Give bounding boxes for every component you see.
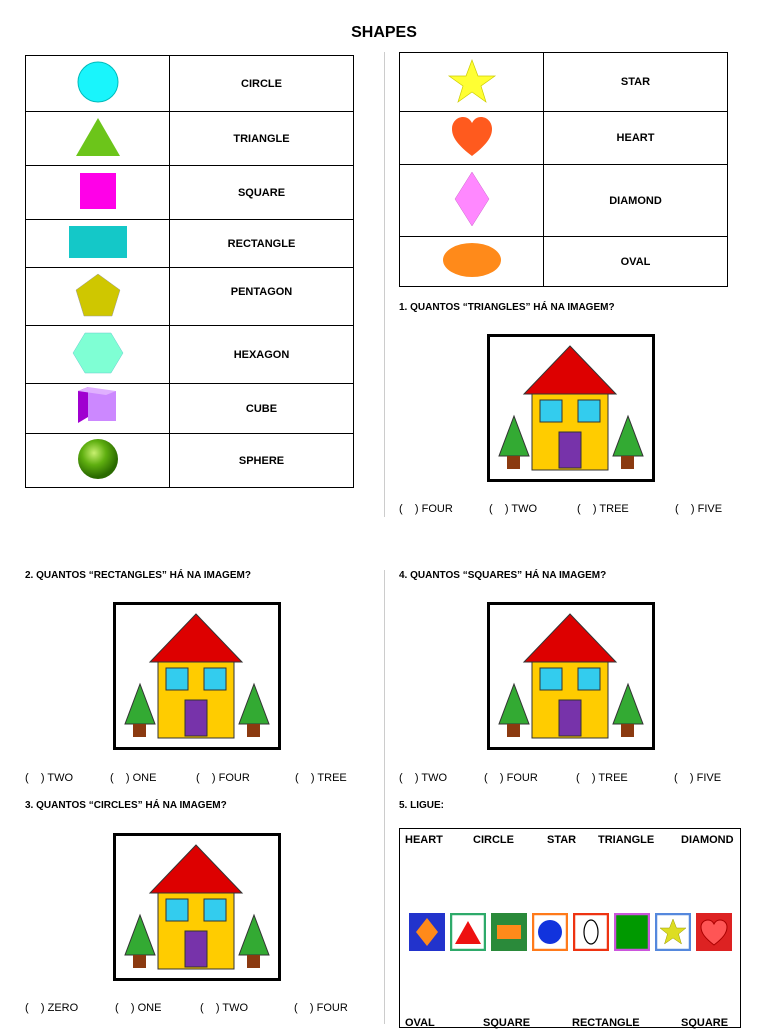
answer-options-4 <box>399 772 721 784</box>
column-divider <box>384 570 385 1024</box>
house-picture-3 <box>113 833 281 981</box>
square-icon <box>26 166 170 220</box>
question-4: 4. QUANTOS “SQUARES” HÁ NA IMAGEM? <box>399 570 607 581</box>
answer-option[interactable]: ( ) FOUR <box>484 772 538 784</box>
house-picture-2 <box>113 602 281 750</box>
diamond-tile[interactable] <box>409 913 445 951</box>
answer-option[interactable]: ( ) TREE <box>576 772 628 784</box>
answer-option[interactable]: ( ) FIVE <box>674 772 722 784</box>
shape-label: HEART <box>544 112 728 165</box>
shape-label: DIAMOND <box>544 165 728 237</box>
pentagon-icon <box>26 268 170 326</box>
answer-options-2 <box>25 772 347 784</box>
house-picture-4 <box>487 602 655 750</box>
shape-label: RECTANGLE <box>170 220 354 268</box>
shapes-table-left <box>25 55 354 488</box>
heart-tile[interactable] <box>696 913 732 951</box>
shape-label: STAR <box>544 53 728 112</box>
column-divider <box>384 52 385 517</box>
rectangle-tile[interactable] <box>491 913 527 951</box>
match-label-top[interactable]: HEART <box>405 834 443 846</box>
match-label-bottom[interactable]: SQUARE <box>681 1017 729 1029</box>
match-label-bottom[interactable]: RECTANGLE <box>572 1017 640 1029</box>
answer-option[interactable]: ( ) TWO <box>489 503 538 515</box>
answer-option[interactable]: ( ) FOUR <box>196 772 250 784</box>
answer-option[interactable]: ( ) TREE <box>295 772 347 784</box>
match-label-bottom[interactable]: OVAL <box>405 1017 435 1029</box>
answer-option[interactable]: ( ) FOUR <box>294 1002 348 1014</box>
shape-label: OVAL <box>544 237 728 287</box>
star-tile[interactable] <box>655 913 691 951</box>
shape-label: TRIANGLE <box>170 112 354 166</box>
star-icon <box>400 53 544 112</box>
square-tile[interactable] <box>614 913 650 951</box>
shape-label: PENTAGON <box>170 268 354 326</box>
sphere-icon <box>26 434 170 488</box>
answer-option[interactable]: ( ) ONE <box>115 1002 162 1014</box>
shape-label: SPHERE <box>170 434 354 488</box>
answer-option[interactable]: ( ) TREE <box>577 503 629 515</box>
answer-options-1 <box>399 503 722 515</box>
circle-icon <box>26 56 170 112</box>
question-3: 3. QUANTOS “CIRCLES” HÁ NA IMAGEM? <box>25 800 227 811</box>
oval-tile[interactable] <box>573 913 609 951</box>
match-label-top[interactable]: DIAMOND <box>681 834 734 846</box>
shape-label: HEXAGON <box>170 326 354 384</box>
answer-option[interactable]: ( ) ZERO <box>25 1002 79 1014</box>
hexagon-icon <box>26 326 170 384</box>
shape-label: CIRCLE <box>170 56 354 112</box>
cube-icon <box>26 384 170 434</box>
question-1: 1. QUANTOS “TRIANGLES” HÁ NA IMAGEM? <box>399 302 615 313</box>
shape-label: CUBE <box>170 384 354 434</box>
match-label-top[interactable]: CIRCLE <box>473 834 514 846</box>
match-label-top[interactable]: STAR <box>547 834 577 846</box>
rectangle-icon <box>26 220 170 268</box>
page-title: SHAPES <box>351 24 417 41</box>
answer-option[interactable]: ( ) ONE <box>110 772 157 784</box>
question-5: 5. LIGUE: <box>399 800 445 811</box>
answer-option[interactable]: ( ) TWO <box>200 1002 249 1014</box>
oval-icon <box>400 237 544 287</box>
triangle-icon <box>26 112 170 166</box>
match-label-top[interactable]: TRIANGLE <box>598 834 655 846</box>
circle-tile[interactable] <box>532 913 568 951</box>
diamond-icon <box>400 165 544 237</box>
shape-label: SQUARE <box>170 166 354 220</box>
answer-option[interactable]: ( ) FOUR <box>399 503 453 515</box>
shapes-table-right <box>399 52 728 287</box>
answer-option[interactable]: ( ) TWO <box>399 772 448 784</box>
answer-options-3 <box>25 1002 348 1014</box>
heart-icon <box>400 112 544 165</box>
answer-option[interactable]: ( ) TWO <box>25 772 74 784</box>
answer-option[interactable]: ( ) FIVE <box>675 503 723 515</box>
matching-box <box>399 828 741 1028</box>
question-2: 2. QUANTOS “RECTANGLES” HÁ NA IMAGEM? <box>25 570 251 581</box>
match-label-bottom[interactable]: SQUARE <box>483 1017 531 1029</box>
house-picture-1 <box>487 334 655 482</box>
triangle-tile[interactable] <box>450 913 486 951</box>
